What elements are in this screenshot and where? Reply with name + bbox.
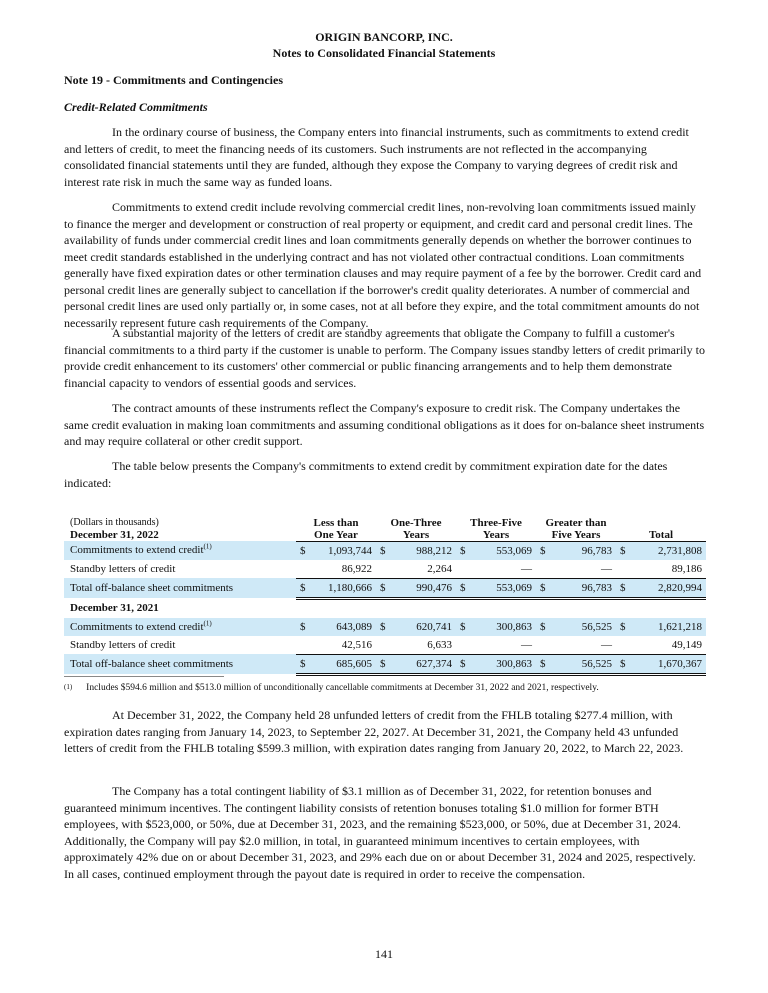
cell-value: 1,670,367 (632, 654, 706, 674)
cell-value: 96,783 (552, 578, 616, 598)
col-header-total: Total (616, 511, 706, 541)
currency-symbol: $ (456, 541, 472, 560)
company-name: ORIGIN BANCORP, INC. (315, 30, 453, 44)
currency-symbol: $ (456, 654, 472, 674)
currency-symbol: $ (456, 618, 472, 636)
footnote-marker: (1) (203, 542, 212, 551)
row-label: Standby letters of credit (70, 638, 176, 651)
table-row (64, 541, 706, 560)
cell-value: 990,476 (392, 578, 456, 598)
cell-value: 300,863 (472, 654, 536, 674)
currency-symbol: $ (376, 618, 392, 636)
section-title: Credit-Related Commitments (64, 100, 208, 114)
cell-value: 96,783 (552, 541, 616, 560)
footnote (64, 683, 704, 693)
cell-value: 6,633 (392, 636, 456, 655)
cell-value: — (552, 636, 616, 655)
cell-value: — (472, 560, 536, 579)
paragraph-4: The contract amounts of these instruments reflect the Company's exposure to credit risk. The Company undertakes the same credit evaluation in making loan commitments and assuming conditional obligations as it does for on-balance sheet instruments and may require collateral or other credit support. (64, 401, 705, 448)
col-header-less-than-one-year: Less than One Year (296, 511, 376, 541)
paragraph-1: In the ordinary course of business, the Company enters into financial instruments, such as commitments to extend credit and letters of credit, to meet the financing needs of its customers. Such instruments are not reflected in the accompanying consolidated financial statements until they are funded, although they expose the Company to varying degrees of credit risk and interest rate risk in much the same way as funded loans. (64, 125, 689, 189)
document-subtitle: Notes to Consolidated Financial Statements (272, 46, 496, 60)
cell-value: 86,922 (312, 560, 376, 579)
cell-value: 49,149 (632, 636, 706, 655)
currency-symbol: $ (616, 654, 632, 674)
table-row (64, 636, 706, 655)
cell-value: 627,374 (392, 654, 456, 674)
row-label: Standby letters of credit (70, 562, 176, 575)
table-row (64, 560, 706, 579)
cell-value: 988,212 (392, 541, 456, 560)
cell-value: 300,863 (472, 618, 536, 636)
cell-value: 89,186 (632, 560, 706, 579)
footnote-marker: (1) (64, 683, 73, 691)
currency-symbol: $ (456, 578, 472, 598)
currency-symbol: $ (376, 578, 392, 598)
row-label: Commitments to extend credit (70, 544, 204, 557)
cell-value: 56,525 (552, 654, 616, 674)
paragraph-3: A substantial majority of the letters of credit are standby agreements that obligate the Company to fulfill a customer's financial commitments to a third party if the customer is unable to perform. The Company issues standby letters of credit primarily to provide credit enhancement to its customers' other commercial or public financing arrangements and to help them demonstrate financial capacity to vendors of essential goods and services. (64, 326, 705, 390)
currency-symbol: $ (296, 654, 312, 674)
currency-symbol: $ (296, 618, 312, 636)
cell-value: 553,069 (472, 578, 536, 598)
row-label: Total off-balance sheet commitments (64, 654, 296, 674)
currency-symbol: $ (616, 541, 632, 560)
row-label: Commitments to extend credit (70, 620, 204, 633)
currency-symbol: $ (536, 654, 552, 674)
currency-symbol: $ (376, 541, 392, 560)
table-row (64, 654, 706, 674)
cell-value: 42,516 (312, 636, 376, 655)
cell-value: 553,069 (472, 541, 536, 560)
section-heading-row (64, 598, 706, 618)
footnote-marker: (1) (203, 618, 212, 627)
cell-value: 2,731,808 (632, 541, 706, 560)
cell-value: 1,180,666 (312, 578, 376, 598)
cell-value: — (552, 560, 616, 579)
note-title: Note 19 - Commitments and Contingencies (64, 73, 283, 87)
footnote-text: Includes $594.6 million and $513.0 million of unconditionally cancellable commitments at December 31, 2022 and 2021, respectively. (86, 683, 599, 693)
cell-value: 56,525 (552, 618, 616, 636)
table-row (64, 578, 706, 598)
paragraph-6: At December 31, 2022, the Company held 28 unfunded letters of credit from the FHLB totaling $277.4 million, with expiration dates ranging from January 14, 2023, to September 22, 2027. At December 31, 2021, the Company held 43 unfunded letters of credit from the FHLB totaling $599.3 million, with expiration dates ranging from January 20, 2022, to March 22, 2023. (64, 708, 684, 755)
commitments-table (64, 511, 706, 676)
cell-value: 2,820,994 (632, 578, 706, 598)
row-label: Total off-balance sheet commitments (64, 578, 296, 598)
cell-value: 1,621,218 (632, 618, 706, 636)
footnote-divider (64, 676, 224, 677)
currency-symbol: $ (616, 578, 632, 598)
currency-symbol: $ (376, 654, 392, 674)
table-units: (Dollars in thousands) (70, 517, 159, 528)
table-row (64, 618, 706, 636)
paragraph-5: The table below presents the Company's commitments to extend credit by commitment expiration date for the dates indicated: (64, 459, 668, 490)
cell-value: 620,741 (392, 618, 456, 636)
cell-value: 1,093,744 (312, 541, 376, 560)
table-header-row (64, 511, 706, 541)
paragraph-7: The Company has a total contingent liability of $3.1 million as of December 31, 2022, for retention bonuses and guaranteed minimum incentives. The contingent liability consists of retention bonuses totaling $1.0 million for former BTH employees, with $523,000, or 50%, due at December 31, 2023, and the remaining $523,000, or 50%, due at December 31, 2024. Additionally, the Company will pay $2.0 million, in total, in guaranteed minimum incentives to certain employees, with approximately 42% due on or about December 31, 2023, and 29% each due on or about December 31, 2024 and 2025, respectively. In all cases, continued employment through the payout date is required in order to receive the compensation. (64, 784, 696, 881)
cell-value: 2,264 (392, 560, 456, 579)
paragraph-2: Commitments to extend credit include revolving commercial credit lines, non-revolving loan commitments issued mainly to finance the merger and development or construction of real property or equipment, and credit card and personal credit lines. The availability of funds under commercial credit lines and loan commitments generally depends on whether the borrower continues to meet credit standards established in the underlying contract and has not violated other contractual conditions. Loan commitments generally have fixed expiration dates or other termination clauses and may require payment of a fee by the borrower. Credit card and personal credit lines are generally subject to cancellation if the borrower's credit quality deteriorates. A number of commercial and personal credit lines are used only partially or, in some cases, not at all before they expire, and the total commitment amounts do not necessarily represent future cash requirements of the Company. (64, 200, 702, 330)
page-number: 141 (375, 947, 393, 961)
cell-value: 643,089 (312, 618, 376, 636)
currency-symbol: $ (296, 541, 312, 560)
col-header-three-five-years: Three-Five Years (456, 511, 536, 541)
currency-symbol: $ (536, 578, 552, 598)
cell-value: — (472, 636, 536, 655)
col-header-one-three-years: One-Three Years (376, 511, 456, 541)
currency-symbol: $ (536, 541, 552, 560)
currency-symbol: $ (616, 618, 632, 636)
section-heading-2021: December 31, 2021 (70, 601, 159, 614)
currency-symbol: $ (296, 578, 312, 598)
cell-value: 685,605 (312, 654, 376, 674)
currency-symbol: $ (536, 618, 552, 636)
col-header-greater-than-five-years: Greater than Five Years (536, 511, 616, 541)
section-heading-2022: December 31, 2022 (70, 529, 159, 541)
